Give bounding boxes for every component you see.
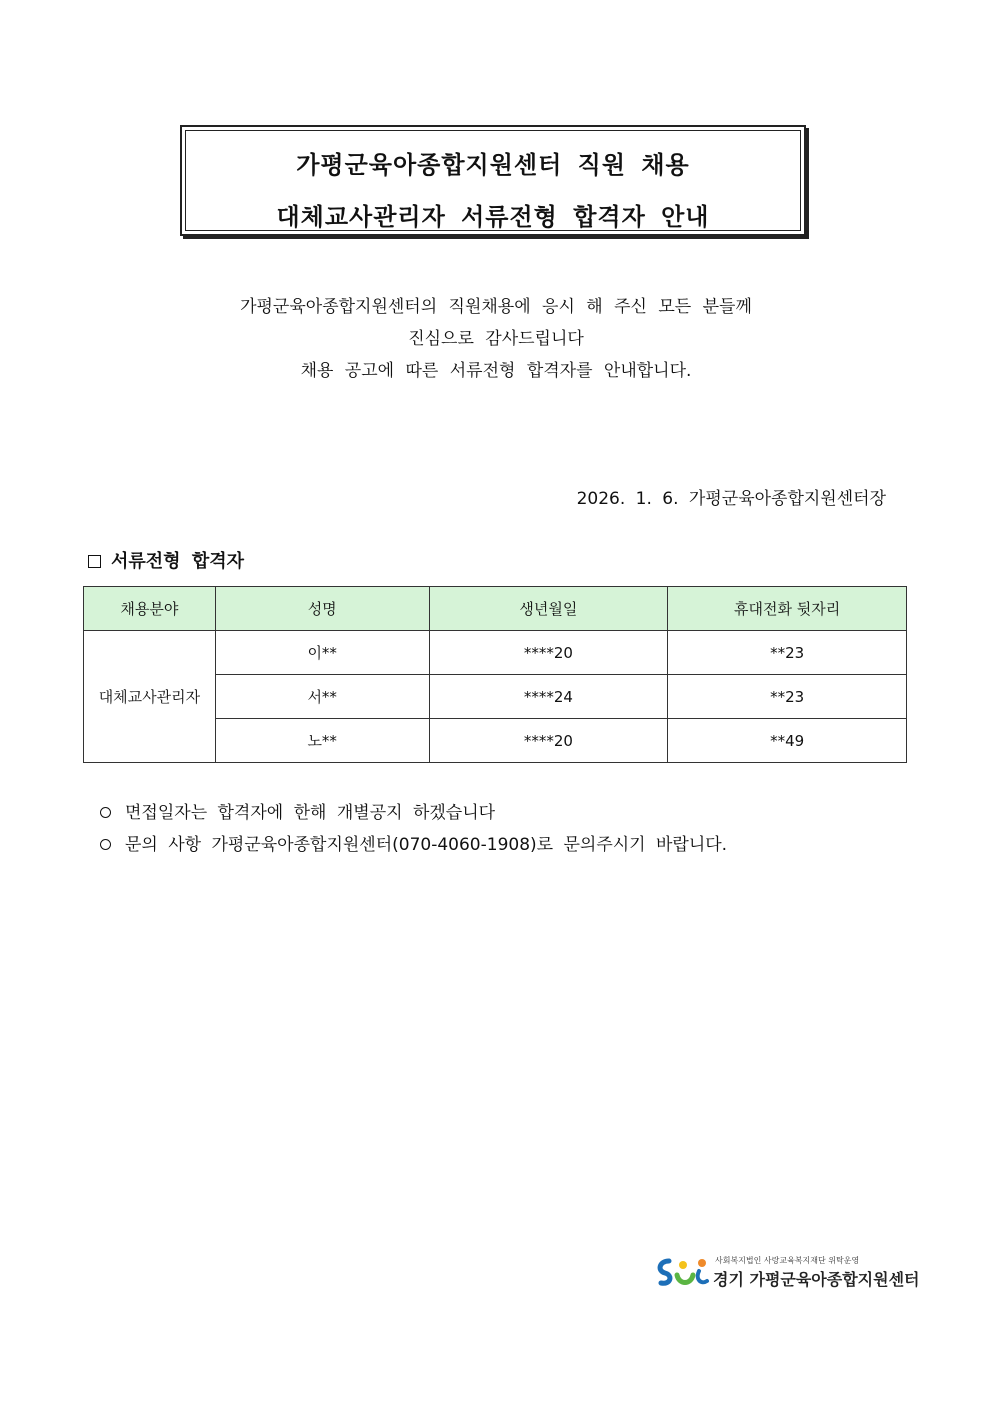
checkbox-square-icon [88,555,101,568]
center-logo-icon [655,1255,713,1289]
result-table [83,586,907,763]
circle-bullet-icon [100,839,111,850]
name-cell: 이** [215,631,429,675]
header-category: 채용분야 [84,587,216,631]
section-heading [88,547,244,573]
header-name: 성명 [215,587,429,631]
header-birth: 생년월일 [429,587,668,631]
note-item-inquiry [100,830,727,855]
birth-cell: ****20 [429,719,668,763]
table-row [84,631,907,675]
phone-cell: **23 [668,675,907,719]
intro-line-3: 채용 공고에 따른 서류전형 합격자를 안내합니다. [300,361,692,381]
header-phone: 휴대전화 뒷자리 [668,587,907,631]
name-cell: 노** [215,719,429,763]
note-item-interview [100,798,495,823]
title-line-1: 가평군육아종합지원센터 직원 채용 [296,151,690,179]
center-logo [655,1255,920,1291]
intro-line-2: 진심으로 감사드립니다 [408,329,584,349]
birth-cell: ****20 [429,631,668,675]
date-signature: 2026. 1. 6. 가평군육아종합지원센터장 [576,489,886,509]
table-header-row [84,587,907,631]
phone-cell: **49 [668,719,907,763]
name-cell: 서** [215,675,429,719]
circle-bullet-icon [100,807,111,818]
title-box [180,125,806,236]
intro-line-1: 가평군육아종합지원센터의 직원채용에 응시 해 주신 모든 분들께 [240,297,752,317]
section-heading-label: 서류전형 합격자 [111,551,244,572]
logo-name: 경기 가평군육아종합지원센터 [713,1270,920,1289]
logo-subtitle: 사회복지법인 사랑교육복지재단 위탁운영 [715,1256,860,1265]
title-line-2: 대체교사관리자 서류전형 합격자 안내 [276,203,710,231]
category-cell: 대체교사관리자 [84,631,216,763]
note-text: 면접일자는 합격자에 한해 개별공지 하겠습니다 [125,803,496,823]
phone-cell: **23 [668,631,907,675]
birth-cell: ****24 [429,675,668,719]
note-text: 문의 사항 가평군육아종합지원센터(070-4060-1908)로 문의주시기 바랍니다. [125,835,728,855]
